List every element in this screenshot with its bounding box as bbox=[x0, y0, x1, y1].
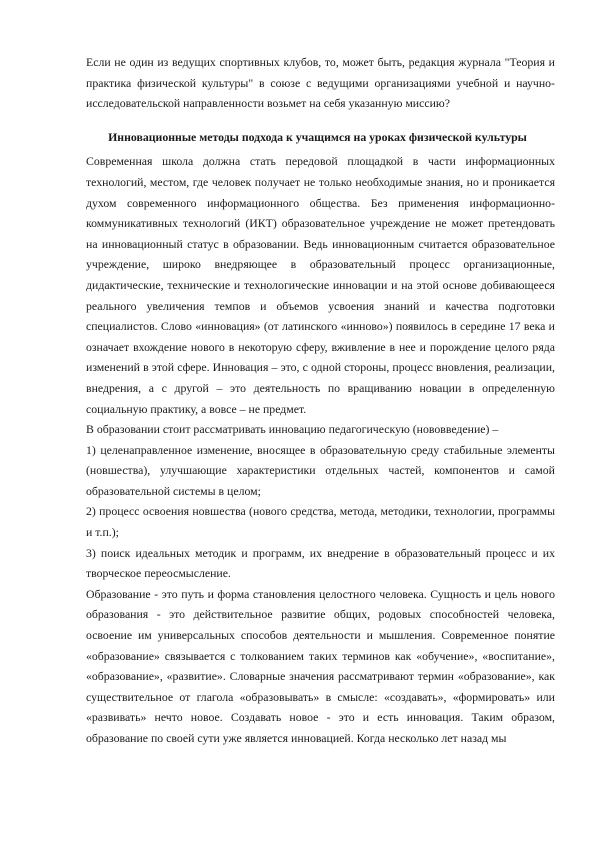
body-paragraph-1: Современная школа должна стать передовой площадкой в части информационных технологий, местом, где человек получает не только необходимые знания, но и проникается духом современного информационного общества. Без применения информационно-коммуникативных технологий (ИКТ) образовательное учреждение не может претендовать на инновационный статус в образовании. Ведь инновационным считается образовательное учреждение, широко внедряющее в образовательный процесс организационные, дидактические, технические и технологические инновации и на этой основе добивающееся реального увеличения темпов и объемов усвоения знаний и качества подготовки специалистов. Слово «инновация» (от латинского «инново») появилось в середине 17 века и означает вхождение нового в некоторую сферу, вживление в нее и порождение целого ряда изменений в этой сфере. Инновация – это, с одной стороны, процесс вновления, реализации, внедрения, а с другой – это деятельность по вращиванию новации в определенную социальную практику, а вовсе – не предмет. bbox=[86, 154, 555, 416]
list-item-3: 3) поиск идеальных методик и программ, их внедрение в образовательный процесс и их творческое переосмысление. bbox=[86, 545, 555, 581]
body-paragraph-2: В образовании стоит рассматривать инновацию педагогическую (нововведение) – bbox=[86, 422, 499, 437]
body-paragraph-3: Образование - это путь и форма становления целостного человека. Сущность и цель нового образования - это действительное развитие общих, родовых способностей человека, освоение им универсальных способов деятельности и мышления. Современное понятие «образование» связывается с толкованием таких терминов как «обучение», «воспитание», «образование», «развитие». Словарные значения рассматривают термин «образование», как существительное от глагола «образовывать» в смысле: «создавать», «формировать» или «развивать» нечто новое. Создавать новое - это и есть инновация. Таким образом, образование по своей сути уже является инновацией. Когда несколько лет назад мы bbox=[86, 586, 555, 745]
list-item-1: 1) целенаправленное изменение, вносящее в образовательную среду стабильные элементы (новшества), улучшающие характеристики отдельных частей, компонентов и самой образовательной системы в целом; bbox=[86, 442, 555, 498]
intro-paragraph: Если не один из ведущих спортивных клубов, то, может быть, редакция журнала "Теория и практика физической культуры" в союзе с ведущими организациями учебной и научно-исследовательской направленности возьмет на себя указанную миссию? bbox=[86, 55, 555, 111]
section-heading: Инновационные методы подхода к учащимся на уроках физической культуры bbox=[108, 129, 527, 144]
list-item-2: 2) процесс освоения новшества (нового средства, метода, методики, технологии, программы и т.п.); bbox=[86, 504, 555, 540]
